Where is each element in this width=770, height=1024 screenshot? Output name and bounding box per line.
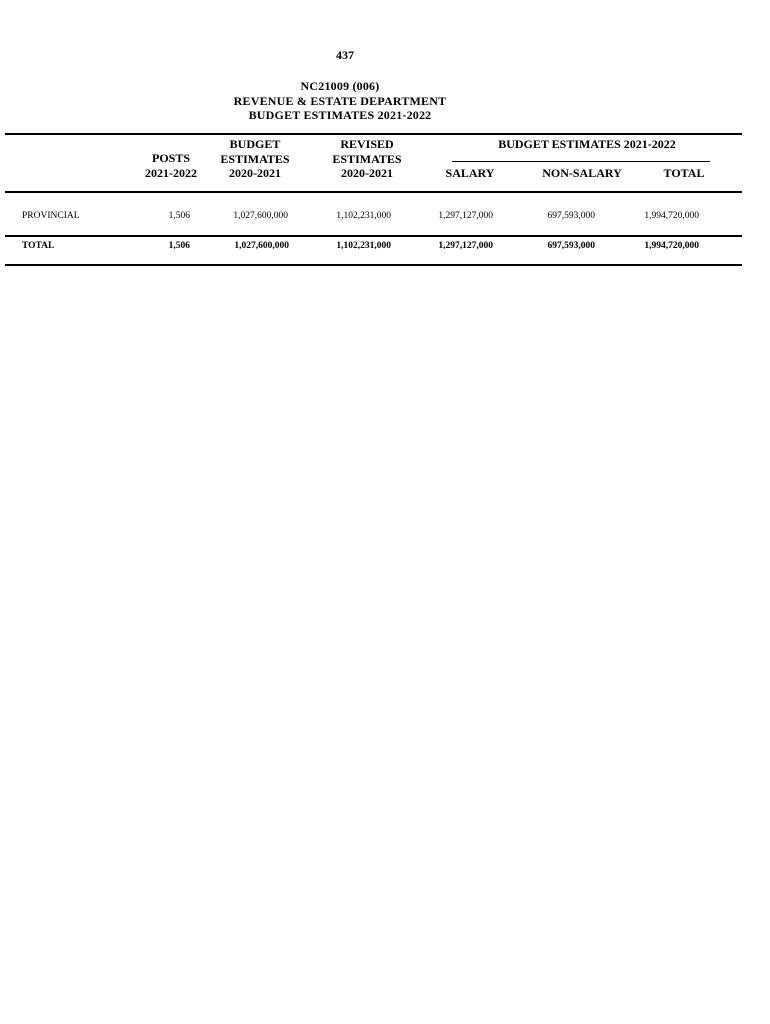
- header-group-underline: [452, 161, 710, 162]
- row-label: PROVINCIAL: [22, 211, 80, 221]
- document-title: [0, 79, 680, 123]
- header-salary: SALARY: [445, 166, 495, 180]
- total-posts: 1,506: [168, 241, 190, 251]
- header-total: TOTAL: [663, 166, 705, 180]
- total-budget: 1,027,600,000: [234, 241, 289, 251]
- row-salary: 1,297,127,000: [438, 211, 493, 221]
- document-subtitle: BUDGET ESTIMATES 2021-2022: [248, 108, 432, 122]
- header-bottom-rule: [5, 191, 742, 193]
- total-non-salary: 697,593,000: [547, 241, 595, 251]
- header-posts: POSTS 2021-2022: [145, 151, 197, 180]
- row-non-salary: 697,593,000: [547, 211, 595, 221]
- total-salary: 1,297,127,000: [438, 241, 493, 251]
- row-budget: 1,027,600,000: [233, 211, 288, 221]
- total-label: TOTAL: [22, 241, 55, 251]
- total-revised: 1,102,231,000: [336, 241, 391, 251]
- total-top-rule: [5, 235, 742, 237]
- header-revised-estimates: REVISED ESTIMATES 2020-2021: [332, 137, 402, 180]
- table-top-rule: [5, 133, 742, 135]
- header-group-budget-estimates: BUDGET ESTIMATES 2021-2022: [498, 137, 676, 151]
- table-bottom-rule: [5, 264, 742, 266]
- row-posts: 1,506: [168, 211, 190, 221]
- row-revised: 1,102,231,000: [336, 211, 391, 221]
- department-name: REVENUE & ESTATE DEPARTMENT: [233, 93, 447, 108]
- page-number: 437: [336, 48, 354, 62]
- total-total: 1,994,720,000: [644, 241, 699, 251]
- demand-code: NC21009 (006): [300, 79, 380, 93]
- header-non-salary: NON-SALARY: [542, 166, 622, 180]
- header-budget-estimates: BUDGET ESTIMATES 2020-2021: [220, 137, 290, 180]
- row-total: 1,994,720,000: [644, 211, 699, 221]
